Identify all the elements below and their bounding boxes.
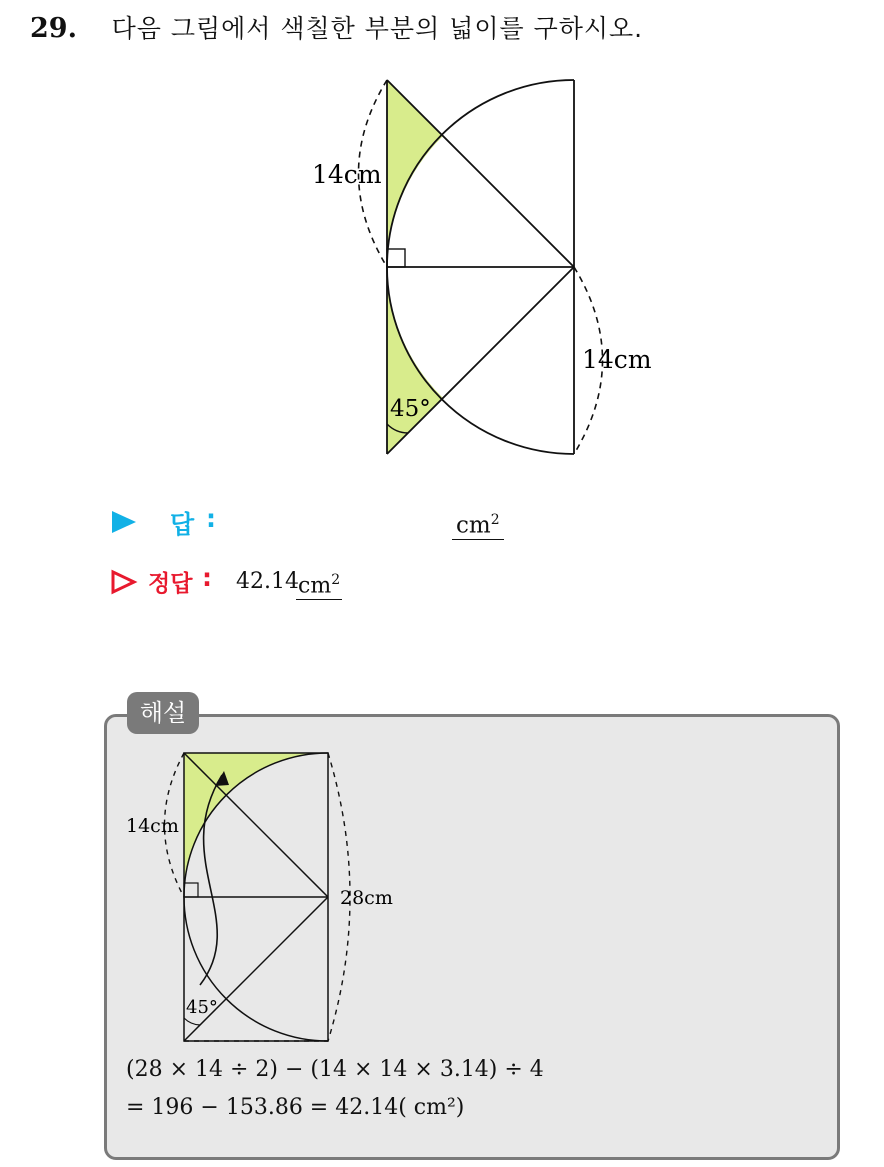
explanation-angle-label: 45° (186, 997, 218, 1018)
main-figure (0, 0, 884, 480)
answer-colon: : (206, 504, 216, 533)
solution-unit (296, 567, 342, 600)
label-right-14cm: 14cm (582, 345, 652, 374)
solution-label: 정답 (148, 571, 193, 597)
solution-colon: : (202, 563, 212, 592)
solution-unit-exp: 2 (331, 572, 341, 588)
answer-label: 답 (170, 510, 195, 539)
formula-line-1: (28 × 14 ÷ 2) − (14 × 14 × 3.14) ÷ 4 (126, 1057, 544, 1082)
solution-unit-text: cm (298, 573, 332, 599)
solution-value: 42.14 (236, 569, 299, 594)
diagonal-upper (387, 80, 574, 267)
angle-label-45: 45° (390, 396, 431, 422)
answer-unit-exp: 2 (490, 512, 500, 528)
explanation-box (104, 714, 840, 1160)
diagonal-lower (387, 267, 574, 454)
answer-unit-text: cm (456, 512, 491, 539)
answer-row (110, 505, 530, 539)
explanation-label-28cm: 28cm (340, 887, 393, 909)
play-triangle-icon (110, 509, 140, 535)
solution-row (110, 565, 510, 601)
explanation-tab: 해설 (127, 692, 199, 734)
answer-blank-unit[interactable] (452, 507, 504, 540)
outline-triangle-icon (110, 569, 138, 595)
right-angle-marker (387, 249, 405, 267)
question-text: 다음 그림에서 색칠한 부분의 넓이를 구하시오. (111, 14, 644, 43)
question-number: 29. (30, 13, 77, 44)
formula-line-2: = 196 − 153.86 = 42.14( cm²) (126, 1095, 465, 1120)
explanation-label-14cm: 14cm (126, 815, 179, 837)
label-left-14cm: 14cm (312, 160, 382, 189)
